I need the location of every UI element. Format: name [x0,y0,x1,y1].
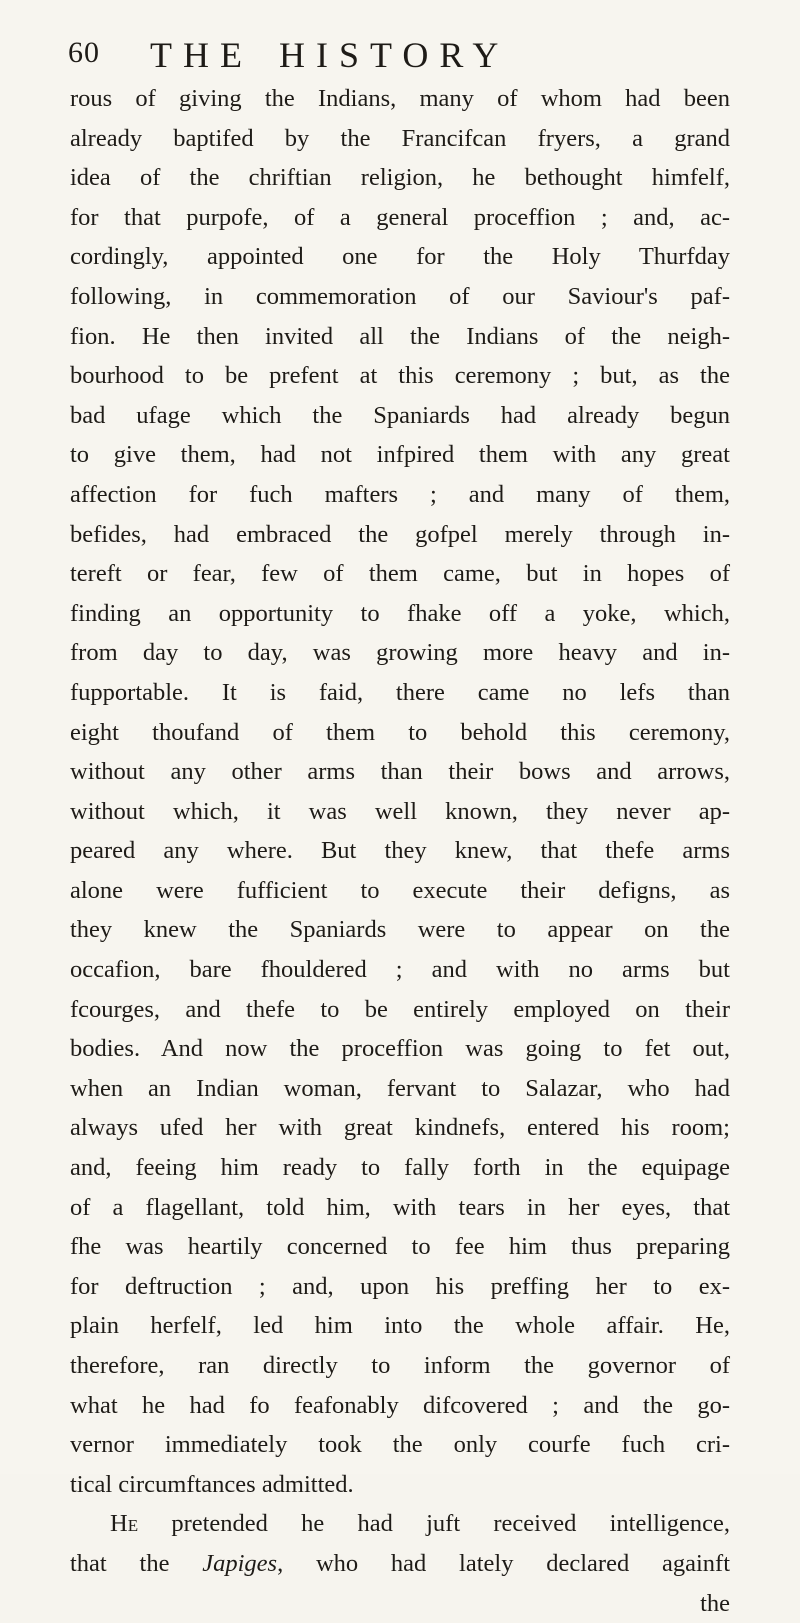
text-line: of a flagellant, told him, with tears in her eyes, that [70,1193,730,1221]
text-line: fion. He then invited all the Indians of the neigh- [70,322,730,350]
text-fragment: pretended he had juft received intelligence, [138,1510,730,1538]
running-head-word-2: HISTORY [278,35,510,75]
page-header [68,30,708,80]
text-line: already baptifed by the Francifcan fryers, a grand [70,124,730,152]
paragraph-opening-line [70,1504,730,1544]
text-line: finding an opportunity to fhake off a yoke, which, [70,599,730,627]
text-line: alone were fufficient to execute their defigns, as [70,876,730,904]
text-line: for that purpofe, of a general proceffion ; and, ac- [70,203,730,231]
text-line: tereft or fear, few of them came, but in hopes of [70,560,730,588]
text-fragment: , who had lately declared againft [277,1549,730,1577]
text-line: and, feeing him ready to fally forth in the equipage [70,1154,730,1182]
text-line: tical circumftances admitted. [70,1470,354,1498]
text-line: peared any where. But they knew, that thefe arms [70,837,730,865]
text-line: without any other arms than their bows and arrows, [70,758,730,786]
text-line: following, in commemoration of our Saviour's paf- [70,282,730,310]
text-line: always ufed her with great kindnefs, entered his room; [70,1114,730,1142]
text-line: when an Indian woman, fervant to Salazar, who had [70,1074,730,1102]
text-line: what he had fo feafonably difcovered ; and the go- [70,1391,730,1419]
text-line: for deftruction ; and, upon his preffing her to ex- [70,1272,730,1300]
text-line: fhe was heartily concerned to fee him thus preparing [70,1233,730,1261]
text-line: idea of the chriftian religion, he bethought himfelf, [70,164,730,192]
text-line: to give them, had not infpired them with any great [70,441,730,469]
text-line: without which, it was well known, they never ap- [70,797,730,825]
text-line: they knew the Spaniards were to appear on the [70,916,730,944]
catchword: the [700,1589,730,1617]
text-line: affection for fuch mafters ; and many of them, [70,480,730,508]
text-line: plain herfelf, led him into the whole affair. He, [70,1312,730,1340]
small-caps-opening-word: He [110,1510,139,1538]
body-text [70,79,730,1623]
text-line: occafion, bare fhouldered ; and with no arms but [70,956,730,984]
italic-name: Japiges [202,1549,278,1577]
text-line: fupportable. It is faid, there came no lefs than [70,678,730,706]
running-head [150,34,509,76]
text-fragment: that the [70,1549,203,1577]
text-line: rous of giving the Indians, many of whom had been [70,85,730,112]
page-number: 60 [68,36,100,69]
text-line: eight thoufand of them to behold this ceremony, [70,718,730,746]
text-line: befides, had embraced the gofpel merely through in- [70,520,730,548]
text-line: from day to day, was growing more heavy and in- [70,639,730,667]
text-line: fcourges, and thefe to be entirely employed on their [70,995,730,1023]
text-line: vernor immediately took the only courfe fuch cri- [70,1431,730,1459]
running-head-word-1: THE [150,35,253,75]
text-line: cordingly, appointed one for the Holy Thurfday [70,243,730,271]
text-line: bad ufage which the Spaniards had already begun [70,401,730,429]
text-line: bodies. And now the proceffion was going to fet out, [70,1035,730,1063]
text-line [70,1544,730,1584]
text-line: bourhood to be prefent at this ceremony ; but, as the [70,362,730,390]
text-line: therefore, ran directly to inform the governor of [70,1352,730,1379]
